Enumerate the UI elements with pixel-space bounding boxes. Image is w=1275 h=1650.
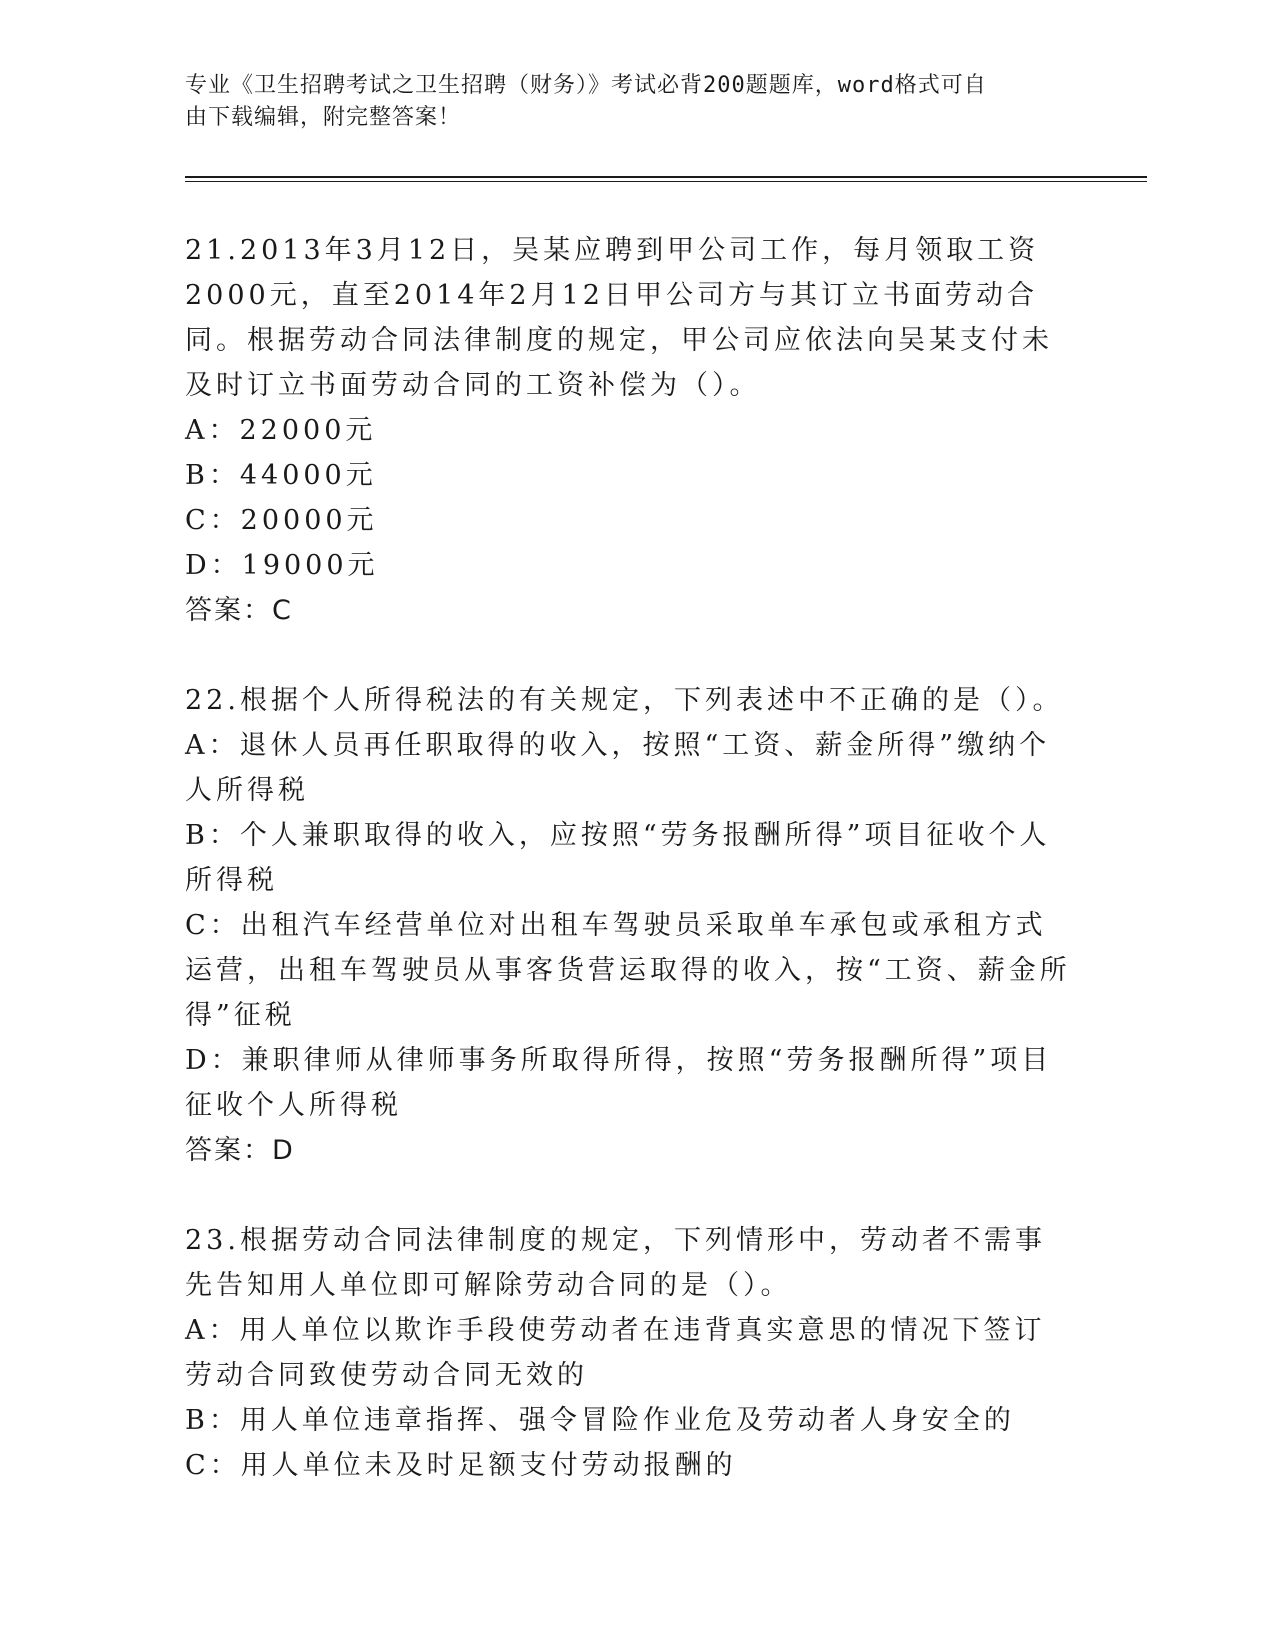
question-text: 21.2013年3月12日，吴某应聘到甲公司工作，每月领取工资2000元，直至2014年2月12日甲公司方与其订立书面劳动合同。根据劳动合同法律制度的规定，甲公司应依法向吴某支付未及时订立书面劳动合同的工资补偿为（）。: [185, 235, 1053, 401]
question-list: [185, 228, 1075, 1533]
question-21: [185, 228, 1075, 633]
header-divider-thin: [185, 181, 1147, 182]
option-c: C：用人单位未及时足额支付劳动报酬的: [185, 1450, 737, 1481]
option-b: B：个人兼职取得的收入，应按照“劳务报酬所得”项目征收个人所得税: [185, 820, 1051, 896]
answer: 答案：C: [185, 595, 293, 626]
option-a: A：22000元: [185, 415, 377, 446]
option-d: D：19000元: [185, 550, 379, 581]
question-22: [185, 678, 1075, 1173]
option-b: B：44000元: [185, 460, 377, 491]
option-a: A：退休人员再任职取得的收入，按照“工资、薪金所得”缴纳个人所得税: [185, 730, 1051, 806]
option-a: A：用人单位以欺诈手段使劳动者在违背真实意思的情况下签订劳动合同致使劳动合同无效的: [185, 1315, 1046, 1391]
document-header: 专业《卫生招聘考试之卫生招聘（财务）》考试必背200题题库，word格式可自 由下载编辑，附完整答案！: [185, 73, 987, 130]
header-divider: [185, 176, 1147, 178]
option-d: D：兼职律师从律师事务所取得所得，按照“劳务报酬所得”项目征收个人所得税: [185, 1045, 1053, 1121]
option-c: C：20000元: [185, 505, 378, 536]
question-23: [185, 1218, 1075, 1488]
option-b: B：用人单位违章指挥、强令冒险作业危及劳动者人身安全的: [185, 1405, 1015, 1436]
question-text: 22.根据个人所得税法的有关规定，下列表述中不正确的是（）。: [185, 685, 1064, 716]
question-text: 23.根据劳动合同法律制度的规定，下列情形中，劳动者不需事先告知用人单位即可解除劳动合同的是（）。: [185, 1225, 1046, 1301]
answer: 答案：D: [185, 1135, 295, 1166]
option-c: C：出租汽车经营单位对出租车驾驶员采取单车承包或承租方式运营，出租车驾驶员从事客货营运取得的收入，按“工资、薪金所得”征税: [185, 910, 1071, 1031]
